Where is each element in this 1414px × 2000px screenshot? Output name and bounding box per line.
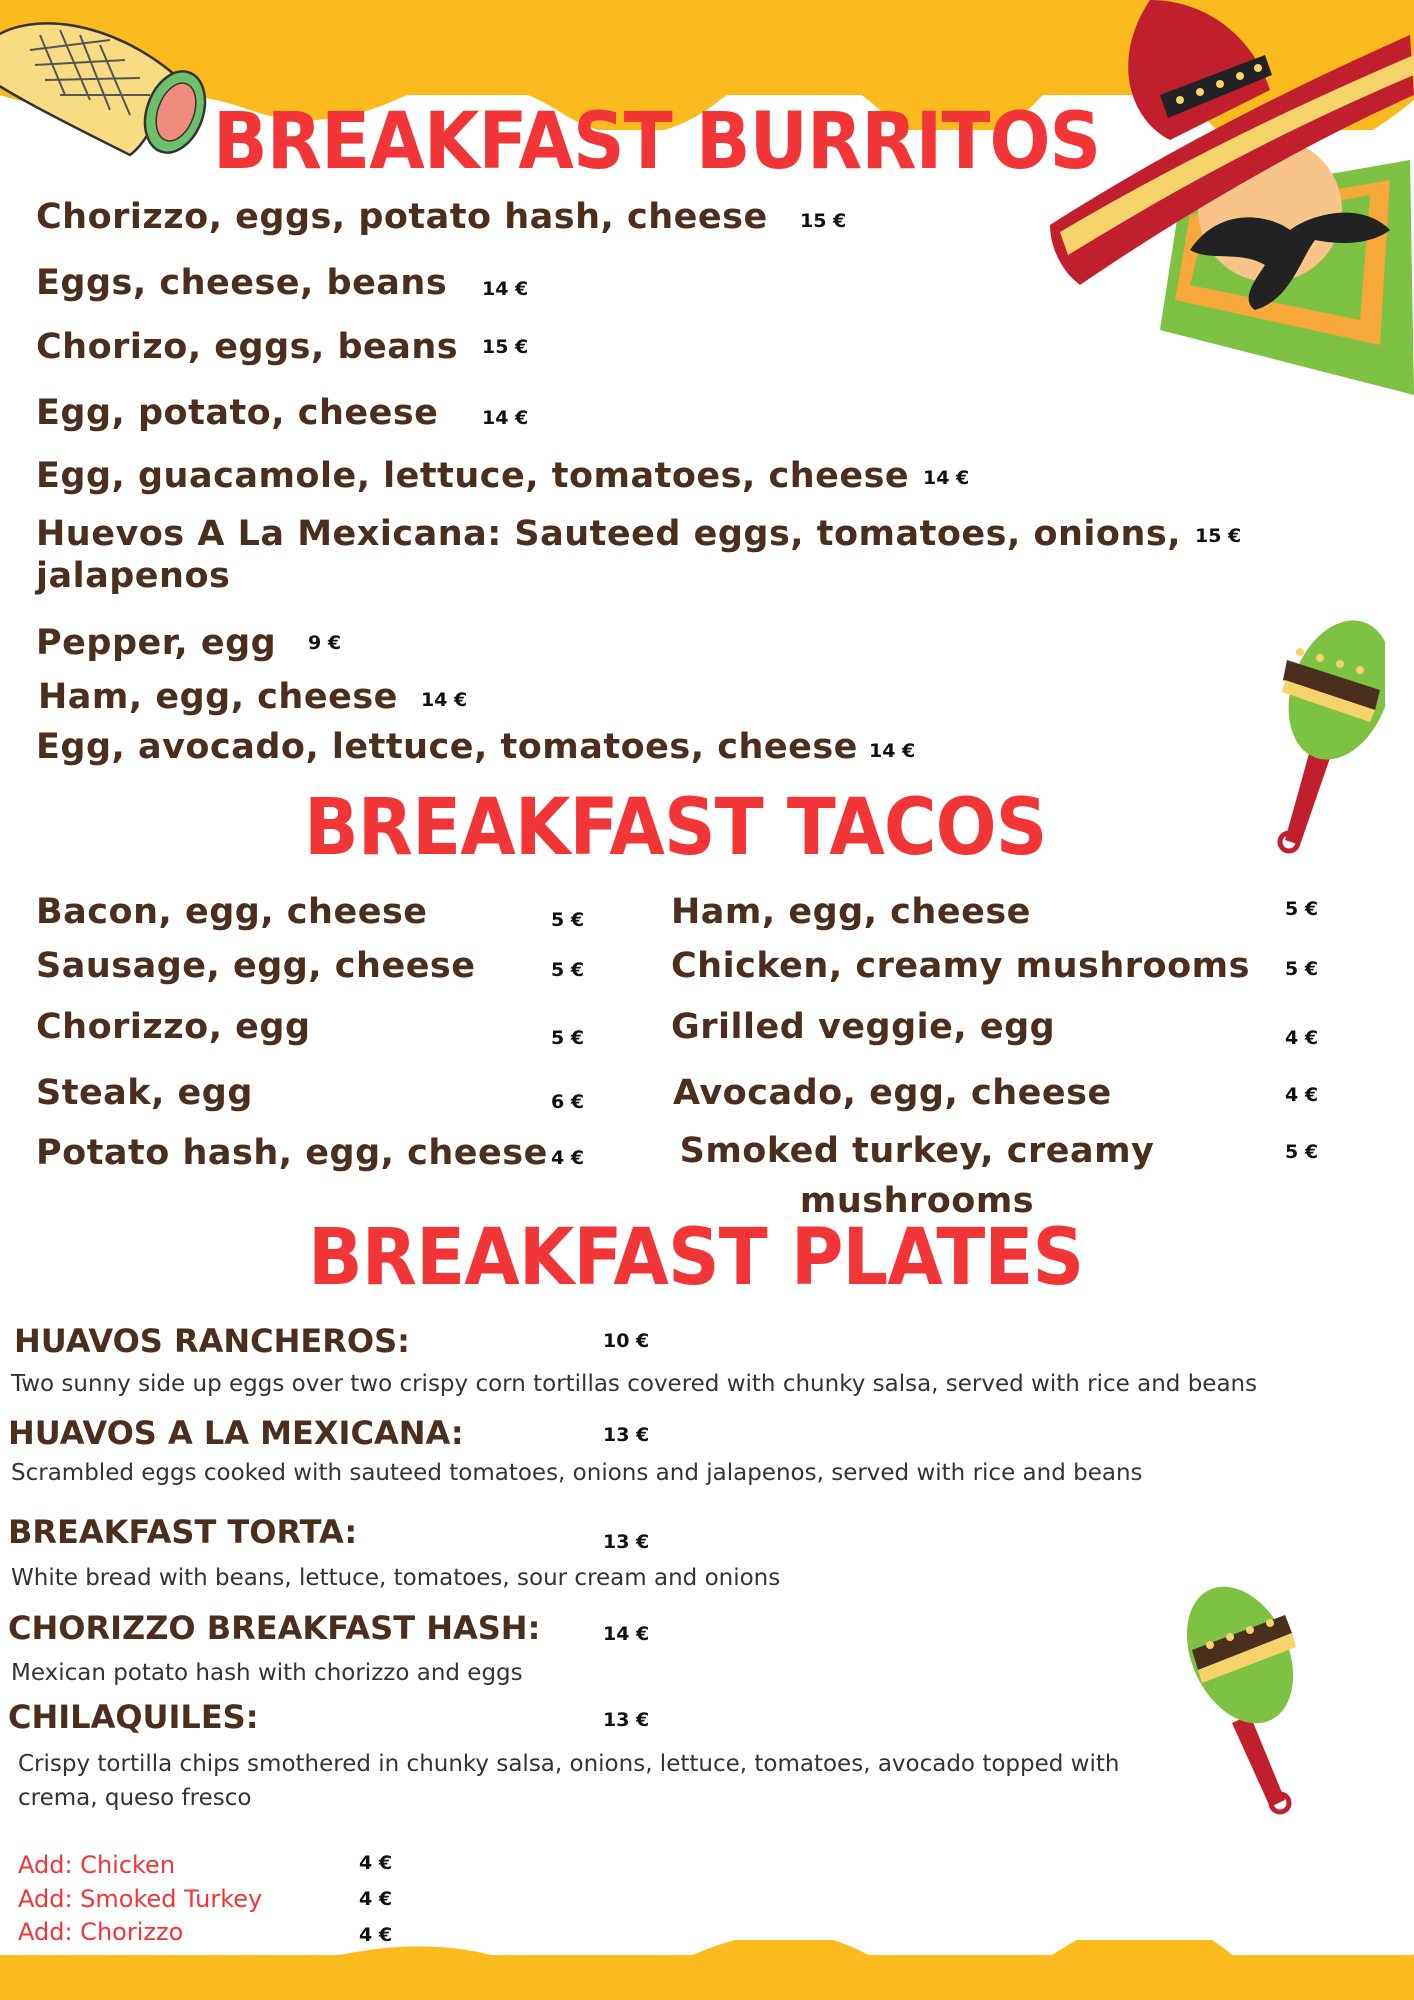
plate-price: 13 € — [603, 1531, 650, 1553]
burrito-item-price: 15 € — [482, 336, 529, 358]
taco-item-price: 4 € — [1285, 1084, 1319, 1106]
burrito-item-price: 14 € — [869, 740, 916, 762]
taco-item-price: 5 € — [551, 959, 585, 981]
plate-name: BREAKFAST TORTA: — [8, 1513, 358, 1551]
plate-price: 14 € — [603, 1623, 650, 1645]
addon-price: 4 € — [359, 1924, 393, 1946]
taco-item-name: Grilled veggie, egg — [671, 1007, 1056, 1047]
addon-price: 4 € — [359, 1888, 393, 1910]
taco-item-price: 5 € — [1285, 958, 1319, 980]
plate-name: HUAVOS A LA MEXICANA: — [8, 1414, 464, 1452]
burrito-item-name: Ham, egg, cheese — [38, 677, 398, 717]
burrito-item-price: 14 € — [923, 467, 970, 489]
sombrero-icon — [1040, 0, 1414, 395]
taco-item-name: Steak, egg — [36, 1073, 253, 1113]
taco-item-price: 5 € — [1285, 898, 1319, 920]
burrito-item-name: Chorizo, eggs, beans — [36, 327, 459, 367]
taco-item-name: Smoked turkey, creamy mushrooms — [679, 1131, 1155, 1221]
taco-item-price: 5 € — [1285, 1141, 1319, 1163]
burrito-item-price: 15 € — [1195, 525, 1242, 547]
maraca-icon — [1180, 1575, 1310, 1820]
plate-name: CHILAQUILES: — [8, 1698, 259, 1736]
plate-price: 10 € — [603, 1330, 650, 1352]
taco-item-price: 4 € — [1285, 1027, 1319, 1049]
taco-item-name: Avocado, egg, cheese — [673, 1073, 1112, 1113]
burrito-item-name: Pepper, egg — [36, 623, 277, 663]
taco-item-price: 5 € — [551, 1027, 585, 1049]
plate-description: Mexican potato hash with chorizzo and eggs — [11, 1660, 523, 1686]
burrito-item-name: Egg, potato, cheese — [36, 393, 439, 433]
addon-name: Add: Chorizzo — [18, 1918, 184, 1946]
burrito-item-name: Chorizzo, eggs, potato hash, cheese — [36, 197, 768, 237]
burrito-item-name: Huevos A La Mexicana: Sauteed eggs, tomatoes, onions, jalapenos — [36, 514, 1182, 596]
addon-name: Add: Chicken — [18, 1851, 176, 1879]
burrito-item-price: 14 € — [421, 689, 468, 711]
burritos-heading: BREAKFAST BURRITOS — [213, 97, 1101, 187]
plate-name: HUAVOS RANCHEROS: — [14, 1322, 410, 1360]
burrito-item-name: Egg, guacamole, lettuce, tomatoes, cheese — [36, 456, 910, 496]
bottom-brush-edge — [0, 1940, 1414, 1970]
burrito-item-price: 15 € — [800, 210, 847, 232]
taco-item-price: 4 € — [551, 1147, 585, 1169]
plate-name: CHORIZZO BREAKFAST HASH: — [8, 1609, 541, 1647]
burrito-item-price: 14 € — [482, 407, 529, 429]
burrito-item-price: 9 € — [308, 632, 342, 654]
burrito-icon — [0, 0, 215, 165]
maraca-icon — [1265, 610, 1385, 855]
plate-price: 13 € — [603, 1424, 650, 1446]
addon-price: 4 € — [359, 1852, 393, 1874]
taco-item-name: Chicken, creamy mushrooms — [671, 946, 1250, 986]
taco-item-name: Potato hash, egg, cheese — [36, 1133, 548, 1173]
taco-item-name: Bacon, egg, cheese — [36, 892, 428, 932]
tacos-heading: BREAKFAST TACOS — [304, 783, 1047, 873]
burrito-item-name: Eggs, cheese, beans — [36, 263, 448, 303]
taco-item-price: 6 € — [551, 1091, 585, 1113]
taco-item-name: Sausage, egg, cheese — [36, 946, 476, 986]
plate-price: 13 € — [603, 1709, 650, 1731]
plate-description: Crispy tortilla chips smothered in chunky salsa, onions, lettuce, tomatoes, avocado topped with crema, queso fresco — [18, 1751, 1120, 1811]
taco-item-name: Ham, egg, cheese — [671, 892, 1031, 932]
burrito-item-price: 14 € — [482, 278, 529, 300]
plate-description: Two sunny side up eggs over two crispy corn tortillas covered with chunky salsa, served with rice and beans — [11, 1371, 1258, 1397]
taco-item-price: 5 € — [551, 909, 585, 931]
addon-name: Add: Smoked Turkey — [18, 1885, 263, 1913]
plate-description: Scrambled eggs cooked with sauteed tomatoes, onions and jalapenos, served with rice and beans — [11, 1460, 1143, 1486]
taco-item-name: Chorizzo, egg — [36, 1007, 311, 1047]
burrito-item-name: Egg, avocado, lettuce, tomatoes, cheese — [36, 727, 858, 767]
plates-heading: BREAKFAST PLATES — [308, 1213, 1084, 1303]
plate-description: White bread with beans, lettuce, tomatoes, sour cream and onions — [11, 1565, 781, 1591]
